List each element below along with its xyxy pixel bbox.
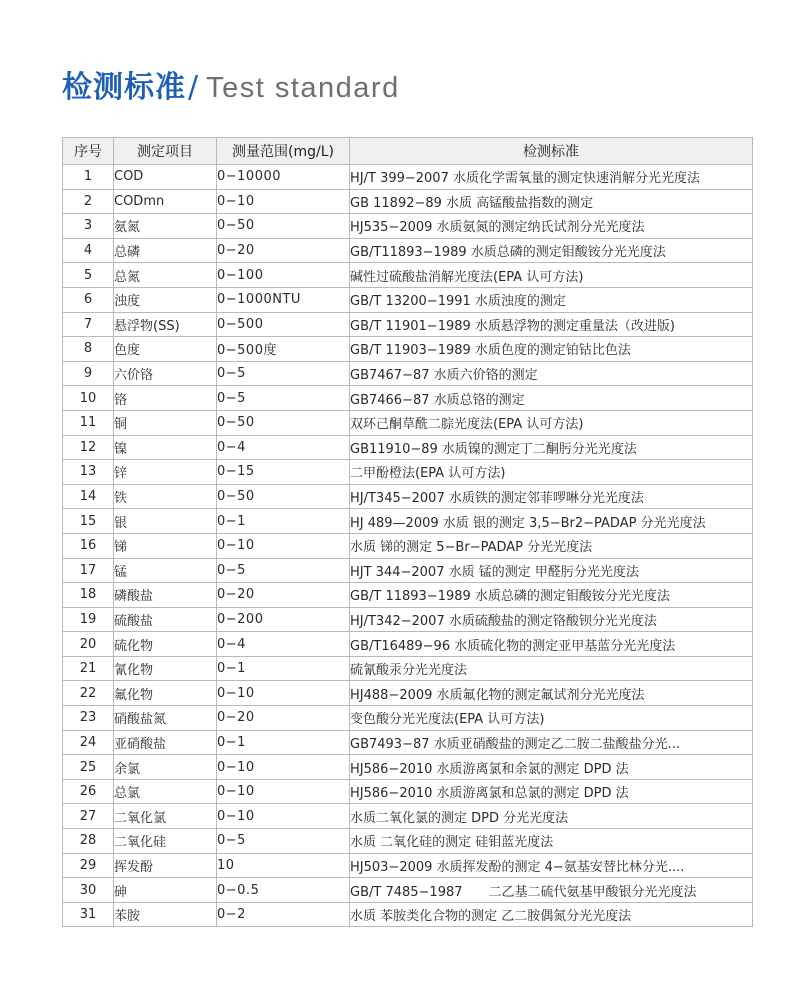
- row-index: 23: [63, 706, 114, 731]
- row-range: 0−10: [217, 755, 350, 780]
- title-english: Test standard: [206, 72, 400, 104]
- row-index: 14: [63, 484, 114, 509]
- table-row: [63, 706, 753, 731]
- row-standard: GB 11892−89 水质 高锰酸盐指数的测定: [350, 189, 753, 214]
- row-range: 0−1: [217, 509, 350, 534]
- row-item: 硫酸盐: [114, 607, 217, 632]
- row-range: 0−1000NTU: [217, 287, 350, 312]
- table-row: [63, 804, 753, 829]
- row-range: 0−100: [217, 263, 350, 288]
- row-range: 0−20: [217, 238, 350, 263]
- row-range: 0−5: [217, 361, 350, 386]
- row-range: 0−50: [217, 484, 350, 509]
- row-standard: 双环己酮草酰二腙光度法(EPA 认可方法): [350, 410, 753, 435]
- row-item: 六价铬: [114, 361, 217, 386]
- row-index: 26: [63, 779, 114, 804]
- row-standard: 硫氰酸汞分光光度法: [350, 656, 753, 681]
- row-range: 0−15: [217, 460, 350, 485]
- row-index: 27: [63, 804, 114, 829]
- row-standard: GB/T 11901−1989 水质悬浮物的测定重量法（改进版): [350, 312, 753, 337]
- row-standard: HJ503−2009 水质挥发酚的测定 4−氨基安替比林分光....: [350, 853, 753, 878]
- table-row: [63, 386, 753, 411]
- row-index: 9: [63, 361, 114, 386]
- table-row: [63, 410, 753, 435]
- row-range: 0−5: [217, 386, 350, 411]
- row-item: 氰化物: [114, 656, 217, 681]
- row-index: 12: [63, 435, 114, 460]
- title-chinese: 检测标准: [62, 70, 186, 105]
- row-range: 0−20: [217, 706, 350, 731]
- row-range: 0−1: [217, 656, 350, 681]
- row-item: 磷酸盐: [114, 583, 217, 608]
- row-item: 亚硝酸盐: [114, 730, 217, 755]
- table-row: [63, 632, 753, 657]
- row-index: 21: [63, 656, 114, 681]
- row-index: 5: [63, 263, 114, 288]
- row-standard: HJT 344−2007 水质 锰的测定 甲醛肟分光光度法: [350, 558, 753, 583]
- row-range: 0−500度: [217, 337, 350, 362]
- row-index: 11: [63, 410, 114, 435]
- table-row: [63, 779, 753, 804]
- row-standard: 碱性过硫酸盐消解光度法(EPA 认可方法): [350, 263, 753, 288]
- column-header-item: 测定项目: [114, 138, 217, 165]
- row-range: 0−10: [217, 779, 350, 804]
- table-row: [63, 853, 753, 878]
- page-title: [62, 62, 400, 112]
- column-header-range: 测量范围(mg/L): [217, 138, 350, 165]
- table-row: [63, 263, 753, 288]
- row-range: 0−10: [217, 681, 350, 706]
- row-standard: GB7493−87 水质亚硝酸盐的测定乙二胺二盐酸盐分光...: [350, 730, 753, 755]
- row-item: 铬: [114, 386, 217, 411]
- row-index: 7: [63, 312, 114, 337]
- row-range: 10: [217, 853, 350, 878]
- row-standard: 变色酸分光光度法(EPA 认可方法): [350, 706, 753, 731]
- table-row: [63, 533, 753, 558]
- row-standard: GB/T11893−1989 水质总磷的测定钼酸铵分光光度法: [350, 238, 753, 263]
- table-row: [63, 189, 753, 214]
- row-item: 总氯: [114, 779, 217, 804]
- row-index: 8: [63, 337, 114, 362]
- column-header-index: 序号: [63, 138, 114, 165]
- row-item: 铜: [114, 410, 217, 435]
- row-item: 色度: [114, 337, 217, 362]
- table-row: [63, 558, 753, 583]
- row-index: 2: [63, 189, 114, 214]
- table-row: [63, 460, 753, 485]
- row-standard: GB7466−87 水质总铬的测定: [350, 386, 753, 411]
- table-row: [63, 902, 753, 927]
- row-range: 0−200: [217, 607, 350, 632]
- row-index: 1: [63, 165, 114, 190]
- table-row: [63, 607, 753, 632]
- row-item: 余氯: [114, 755, 217, 780]
- row-index: 15: [63, 509, 114, 534]
- row-index: 13: [63, 460, 114, 485]
- table-row: [63, 214, 753, 239]
- table-row: [63, 878, 753, 903]
- table-header-row: [63, 138, 753, 165]
- row-range: 0−10: [217, 533, 350, 558]
- row-range: 0−5: [217, 829, 350, 854]
- table-row: [63, 361, 753, 386]
- row-range: 0−10000: [217, 165, 350, 190]
- row-index: 30: [63, 878, 114, 903]
- row-index: 29: [63, 853, 114, 878]
- row-standard: HJ586−2010 水质游离氯和总氯的测定 DPD 法: [350, 779, 753, 804]
- row-item: 苯胺: [114, 902, 217, 927]
- row-index: 22: [63, 681, 114, 706]
- table-row: [63, 287, 753, 312]
- table-row: [63, 656, 753, 681]
- table-row: [63, 238, 753, 263]
- table-body: [63, 165, 753, 927]
- row-item: 二氧化硅: [114, 829, 217, 854]
- row-item: 氨氮: [114, 214, 217, 239]
- row-standard: GB/T 11893−1989 水质总磷的测定钼酸铵分光光度法: [350, 583, 753, 608]
- test-standard-table: [62, 137, 753, 927]
- title-separator: /: [188, 70, 199, 105]
- row-range: 0−2: [217, 902, 350, 927]
- column-header-standard: 检测标准: [350, 138, 753, 165]
- table-row: [63, 165, 753, 190]
- row-standard: GB11910−89 水质镍的测定丁二酮肟分光光度法: [350, 435, 753, 460]
- row-index: 6: [63, 287, 114, 312]
- row-item: 锰: [114, 558, 217, 583]
- row-index: 25: [63, 755, 114, 780]
- row-standard: HJ/T 399−2007 水质化学需氧量的测定快速消解分光光度法: [350, 165, 753, 190]
- row-index: 17: [63, 558, 114, 583]
- row-item: 氟化物: [114, 681, 217, 706]
- row-index: 16: [63, 533, 114, 558]
- row-standard: HJ586−2010 水质游离氯和余氯的测定 DPD 法: [350, 755, 753, 780]
- row-standard: 二甲酚橙法(EPA 认可方法): [350, 460, 753, 485]
- row-index: 4: [63, 238, 114, 263]
- table-row: [63, 681, 753, 706]
- row-standard: GB/T 13200−1991 水质浊度的测定: [350, 287, 753, 312]
- row-range: 0−5: [217, 558, 350, 583]
- table-row: [63, 312, 753, 337]
- row-item: 浊度: [114, 287, 217, 312]
- row-item: 镍: [114, 435, 217, 460]
- row-item: 锑: [114, 533, 217, 558]
- row-standard: HJ/T342−2007 水质硫酸盐的测定铬酸钡分光光度法: [350, 607, 753, 632]
- row-range: 0−4: [217, 632, 350, 657]
- row-item: COD: [114, 165, 217, 190]
- row-item: 锌: [114, 460, 217, 485]
- row-item: 总氮: [114, 263, 217, 288]
- row-range: 0−50: [217, 410, 350, 435]
- row-item: 硫化物: [114, 632, 217, 657]
- row-item: 硝酸盐氮: [114, 706, 217, 731]
- row-standard: GB7467−87 水质六价铬的测定: [350, 361, 753, 386]
- row-index: 18: [63, 583, 114, 608]
- row-standard: GB/T16489−96 水质硫化物的测定亚甲基蓝分光光度法: [350, 632, 753, 657]
- row-standard: 水质 苯胺类化合物的测定 乙二胺偶氮分光光度法: [350, 902, 753, 927]
- table-row: [63, 829, 753, 854]
- row-standard: 水质二氧化氯的测定 DPD 分光光度法: [350, 804, 753, 829]
- table-row: [63, 484, 753, 509]
- row-item: 银: [114, 509, 217, 534]
- row-standard: GB/T 7485−1987 二乙基二硫代氨基甲酸银分光光度法: [350, 878, 753, 903]
- row-standard: HJ535−2009 水质氨氮的测定纳氏试剂分光光度法: [350, 214, 753, 239]
- row-index: 28: [63, 829, 114, 854]
- table-row: [63, 583, 753, 608]
- row-range: 0−10: [217, 804, 350, 829]
- row-standard: GB/T 11903−1989 水质色度的测定铂钴比色法: [350, 337, 753, 362]
- row-standard: 水质 二氧化硅的测定 硅钼蓝光度法: [350, 829, 753, 854]
- row-index: 3: [63, 214, 114, 239]
- row-range: 0−20: [217, 583, 350, 608]
- row-standard: 水质 锑的测定 5−Br−PADAP 分光光度法: [350, 533, 753, 558]
- table-row: [63, 509, 753, 534]
- table-row: [63, 755, 753, 780]
- row-item: 悬浮物(SS): [114, 312, 217, 337]
- table-row: [63, 730, 753, 755]
- row-standard: HJ 489—2009 水质 银的测定 3,5−Br2−PADAP 分光光度法: [350, 509, 753, 534]
- row-index: 24: [63, 730, 114, 755]
- row-range: 0−0.5: [217, 878, 350, 903]
- row-index: 10: [63, 386, 114, 411]
- row-index: 19: [63, 607, 114, 632]
- table-row: [63, 337, 753, 362]
- row-range: 0−4: [217, 435, 350, 460]
- row-range: 0−10: [217, 189, 350, 214]
- row-standard: HJ488−2009 水质氟化物的测定氟试剂分光光度法: [350, 681, 753, 706]
- row-range: 0−50: [217, 214, 350, 239]
- row-range: 0−500: [217, 312, 350, 337]
- row-item: 挥发酚: [114, 853, 217, 878]
- row-range: 0−1: [217, 730, 350, 755]
- row-item: CODmn: [114, 189, 217, 214]
- row-item: 总磷: [114, 238, 217, 263]
- row-item: 砷: [114, 878, 217, 903]
- row-item: 铁: [114, 484, 217, 509]
- row-index: 20: [63, 632, 114, 657]
- row-index: 31: [63, 902, 114, 927]
- row-item: 二氧化氯: [114, 804, 217, 829]
- table-row: [63, 435, 753, 460]
- row-standard: HJ/T345−2007 水质铁的测定邻菲啰啉分光光度法: [350, 484, 753, 509]
